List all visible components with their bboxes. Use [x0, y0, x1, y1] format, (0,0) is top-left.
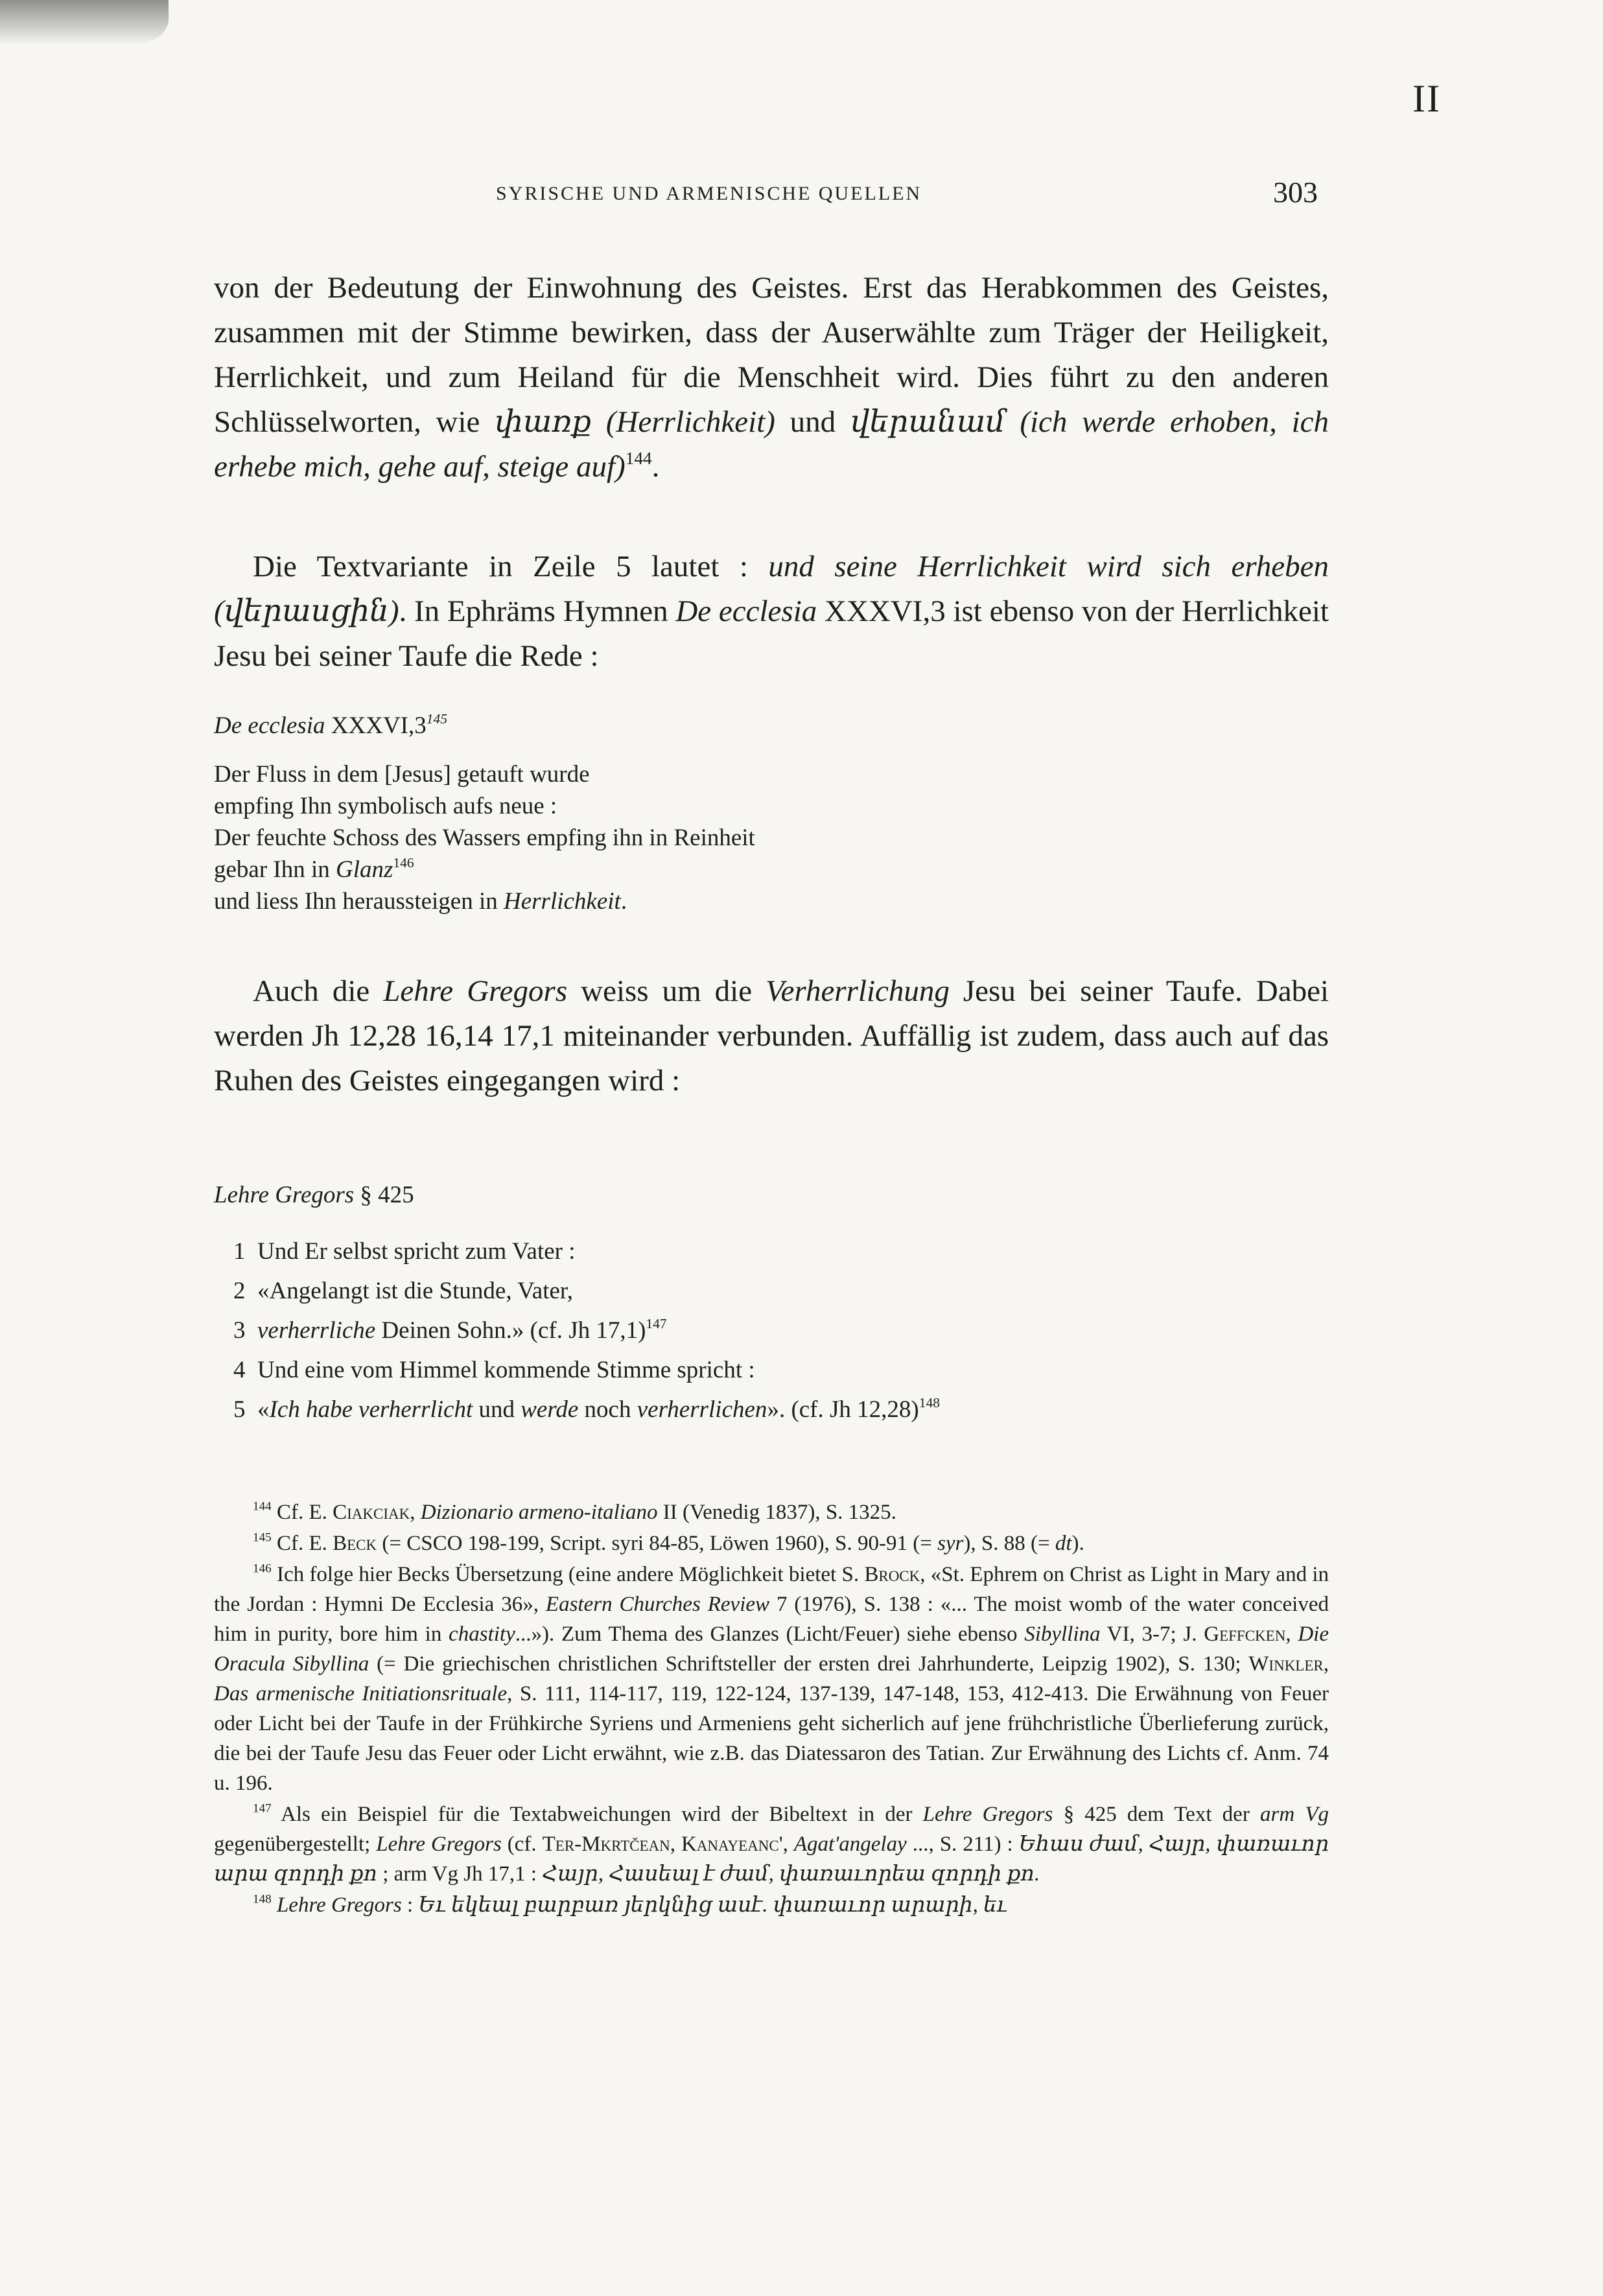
- scan-corner-shadow: [0, 0, 169, 45]
- paragraph-2-text: Die Textvariante in Zeile 5 lautet : und seine Herrlichkeit wird sich erheben (վերասցին). In Ephräms Hymnen De ecclesia XXXVI,3 ist ebenso von der Herrlichkeit Jesu bei seiner Taufe die Rede :: [214, 550, 1329, 673]
- paragraph-3: [214, 969, 1329, 1103]
- verse-line: Der feuchte Schoss des Wassers empfing ihn in Reinheit: [214, 825, 755, 851]
- numbered-line: 5 «Ich habe verherrlicht und werde noch verherrlichen». (cf. Jh 12,28)$^{148}$: [233, 1394, 940, 1423]
- numbered-line: 1 Und Er selbst spricht zum Vater :: [233, 1238, 576, 1265]
- chapter-marker: II: [1412, 77, 1441, 120]
- footnote-ref-144: 144: [625, 448, 652, 468]
- numbered-line: 4 Und eine vom Himmel kommende Stimme spricht :: [233, 1357, 755, 1383]
- quote-1-verse: [214, 758, 755, 917]
- footnotes: [214, 1497, 1329, 1921]
- footnote-ref-145: 145: [426, 710, 447, 727]
- verse-line: Der Fluss in dem [Jesus] getauft wurde: [214, 761, 590, 788]
- footnote-ref-147: 147: [646, 1315, 667, 1331]
- footnote-147: $^{147}$ Als ein Beispiel für die Textabweichungen wird der Bibeltext in der Lehre Gregors § 425 dem Text der arm Vg gegenübergestellt; Lehre Gregors (cf. Ter-Mkrtčean, Kanayeanc', Agat'angelay ..., S. 211) : Եհաս ժամ, Հայր, փառաւոր արա զորդի քո ; arm Vg Jh 17,1 : Հայր, Հասեալ է ժամ, փառաւորեա զորդի քո.: [214, 1801, 1329, 1886]
- numbered-line: 2 «Angelangt ist die Stunde, Vater,: [233, 1278, 573, 1304]
- running-head: SYRISCHE UND ARMENISCHE QUELLEN: [496, 183, 922, 204]
- footnote-ref-148: 148: [919, 1394, 940, 1411]
- footnote-144: $^{144}$ Cf. E. Ciakciak, Dizionario armeno-italiano II (Venedig 1837), S. 1325.: [253, 1499, 896, 1524]
- paragraph-1-text: von der Bedeutung der Einwohnung des Geistes. Erst das Herabkommen des Geistes, zusammen mit der Stimme bewirken, dass der Auserwählte zum Träger der Heiligkeit, Herrlichkeit, und zum Heiland für die Menschheit wird. Dies führt zu den anderen Schlüsselworten, wie փառք (Herrlichkeit) und վերանամ (ich werde erhoben, ich erhebe mich, gehe auf, steige auf)$^{144}$.: [214, 271, 1329, 484]
- page-number: 303: [1273, 176, 1318, 209]
- numbered-line: 3 verherrliche Deinen Sohn.» (cf. Jh 17,1)$^{147}$: [233, 1315, 667, 1344]
- footnote-148: $^{148}$ Lehre Gregors : Եւ եկեալ բարբառ յերկնից ասէ. փառաւոր արարի, եւ: [253, 1892, 1007, 1917]
- quote-1-title: De ecclesia $XXXVI,3^{145}$: [214, 710, 447, 739]
- footnote-146: $^{146}$ Ich folge hier Becks Übersetzung (eine andere Möglichkeit bietet S. Brock, «St. Ephrem on Christ as Light in Mary and in the Jordan : Hymni De Ecclesia 36», Eastern Churches Review 7 (1976), S. 138 : «... The moist womb of the water conceived him in purity, bore him in chastity...»). Zum Thema des Glanzes (Licht/Feuer) siehe ebenso Sibyllina VI, 3-7; J. Geffcken, Die Oracula Sibyllina (= Die griechischen christlichen Schriftsteller der ersten drei Jahrhunderte, Leipzig 1902), S. 130; Winkler, Das armenische Initiationsrituale, S. 111, 114-117, 119, 122-124, 137-139, 147-148, 153, 412-413. Die Erwähnung von Feuer oder Licht bei der Taufe in der Frühkirche Syriens und Armeniens geht sicherlich auf jene frühchristliche Überlieferung zurück, die bei der Taufe Jesu das Feuer oder Licht erwähnt, wie z.B. das Diatessaron des Tatian. Zur Erwähnung des Lichts cf. Anm. 74 u. 196.: [214, 1562, 1329, 1795]
- paragraph-2: [214, 545, 1329, 679]
- quote-2-lines: [233, 1232, 940, 1429]
- footnote-ref-146: 146: [393, 854, 414, 871]
- paragraph-1: [214, 266, 1329, 489]
- verse-line: empfing Ihn symbolisch aufs neue :: [214, 793, 557, 819]
- quote-2-title: Lehre Gregors § 425: [214, 1182, 414, 1208]
- paragraph-3-text: Auch die Lehre Gregors weiss um die Verherrlichung Jesu bei seiner Taufe. Dabei werden Jh 12,28 16,14 17,1 miteinander verbunden. Auffällig ist zudem, dass auch auf das Ruhen des Geistes eingegangen wird :: [214, 974, 1329, 1097]
- verse-line: und liess Ihn heraussteigen in Herrlichkeit.: [214, 888, 627, 915]
- footnote-145: $^{145}$ Cf. E. Beck (= CSCO 198-199, Script. syri 84-85, Löwen 1960), S. 90-91 (= syr), S. 88 (= dt).: [253, 1530, 1084, 1555]
- verse-line: gebar Ihn in Glanz$^{146}$: [214, 854, 414, 883]
